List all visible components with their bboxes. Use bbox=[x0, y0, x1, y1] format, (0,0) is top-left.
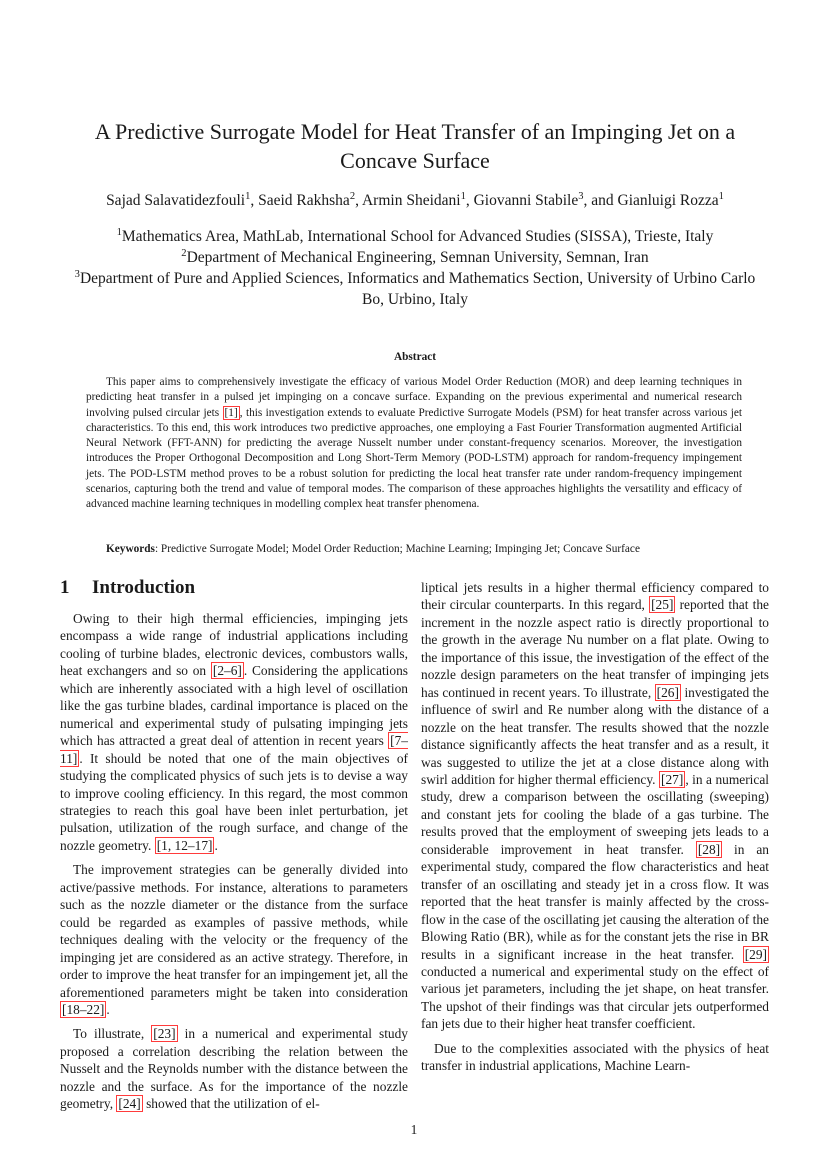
text-run: conducted a numerical and experimental study on the effect of various jet parameters, including the jet shape, on heat transfer. The upshot of their findings was that circular jets outperformed fan jets due to their higher heat transfer coefficient. bbox=[421, 963, 769, 1032]
author-affiliation-mark: 3 bbox=[578, 191, 584, 203]
text-run: , in a numerical study, drew a comparison between the oscillating (sweeping) and constant jets for cooling the blade of a gas turbine. The results proved that the employment of sweeping jets leads to a considerable improvement in heat transfer. bbox=[421, 771, 769, 857]
citation-link[interactable]: [7–11] bbox=[60, 733, 408, 766]
text-run: reported that the increment in the nozzle aspect ratio is directly proportional to the growth in the average Nu number on a flat plate. Owing to the importance of this issue, the investigation of the effect of the nozzle design parameters on the heat transfer of impinging jets has continued in recent years. To illustrate, bbox=[421, 597, 769, 700]
affiliation bbox=[62, 226, 768, 247]
citation-link[interactable]: [1, 12–17] bbox=[156, 837, 213, 853]
author-name: Armin Sheidani bbox=[361, 192, 461, 209]
affiliation-list bbox=[62, 226, 768, 310]
text-run: The improvement strategies can be generally divided into active/passive methods. For instance, alterations to parameters such as the nozzle diameter or the distance from the surface could be regarded as examples of passive methods, while techniques dealing with the velocity or the frequency of the impinging jet are considered as an active strategy. Therefore, in order to improve the heat transfer for an impingement jet, all the aforementioned parameters might be taken into consideration bbox=[60, 862, 408, 1000]
citation-link[interactable]: [26] bbox=[656, 684, 679, 700]
author-list bbox=[60, 192, 770, 210]
citation-link[interactable]: [28] bbox=[697, 841, 721, 857]
author-separator: , bbox=[465, 192, 474, 209]
abstract-heading: Abstract bbox=[393, 351, 437, 363]
text-run: . Considering the applications which are inherently associated with a high level of oscillation like the gas turbine blades, cardinal importance is placed on the numerical and experimental study of pulsating impinging jets which has attracted a great deal of attention in recent years bbox=[60, 663, 408, 749]
citation-link[interactable]: [29] bbox=[744, 946, 767, 962]
abstract-text-run: , this investigation extends to evaluate Predictive Surrogate Models (PSM) for heat transfer across various jet characteristics. To this end, this work introduces two predictive approaches, one employing a Fast Fourier Transformation augmented Artificial Neural Network (FFT-ANN) for predicting the average Nusselt number under constant-frequency scenarios. Moreover, the investigation introduces the Proper Orthogonal Decomposition and Long Short-Term Memory (POD-LSTM) approach for random-frequency impingement jets. The POD-LSTM method proves to be a robust solution for predicting the local heat transfer rate under random-frequency impingement scenarios, capturing both the trend and value of temporal modes. The comparison of these approaches highlights the versatility and efficacy of advanced machine learning techniques in modelling complex heat transfer phenomena. bbox=[86, 406, 742, 511]
paragraph bbox=[60, 610, 408, 854]
citation-link[interactable]: [25] bbox=[651, 597, 674, 613]
keywords-text: : Predictive Surrogate Model; Model Order Reduction; Machine Learning; Impinging Jet; Concave Surface bbox=[154, 543, 640, 555]
affiliation-mark: 2 bbox=[181, 248, 187, 260]
author-name: Gianluigi Rozza bbox=[617, 192, 719, 209]
arxiv-watermark bbox=[14, 340, 54, 865]
text-run: showed that the utilization of el- bbox=[142, 1096, 320, 1112]
text-run: To illustrate, bbox=[73, 1026, 152, 1042]
author-affiliation-mark: 1 bbox=[245, 191, 251, 203]
text-run: liptical jets results in a higher thermal efficiency compared to their circular counterparts. In this regard, bbox=[421, 580, 769, 613]
citation-link[interactable]: [1] bbox=[224, 406, 238, 419]
author-separator: , bbox=[355, 192, 362, 209]
citation-link[interactable]: [2–6] bbox=[212, 663, 242, 679]
author-separator: , and bbox=[583, 192, 618, 209]
citation-link[interactable]: [18–22] bbox=[62, 1001, 105, 1017]
abstract-text-run: This paper aims to comprehensively investigate the efficacy of various Model Order Reduction (MOR) and deep learning techniques in predicting heat transfer in a pulsed jet impinging on a concave surface. Expanding on the previous experimental and numerical research involving pulsed circular jets bbox=[86, 376, 742, 419]
author-affiliation-mark: 1 bbox=[718, 191, 724, 203]
paragraph bbox=[60, 1025, 408, 1112]
author-name: Saeid Rakhsha bbox=[258, 192, 350, 209]
left-column bbox=[60, 577, 408, 1113]
affiliation-text: Mathematics Area, MathLab, International School for Advanced Studies (SISSA), Trieste, Italy bbox=[121, 228, 714, 245]
left-paragraphs bbox=[60, 610, 408, 1113]
affiliation-mark: 3 bbox=[74, 269, 80, 281]
author-affiliation-mark: 2 bbox=[349, 191, 356, 203]
affiliation-text: Department of Mechanical Engineering, Semnan University, Semnan, Iran bbox=[186, 249, 649, 266]
section-number: 1 bbox=[60, 577, 70, 598]
text-run: . bbox=[214, 837, 218, 853]
text-run: . bbox=[106, 1001, 110, 1017]
affiliation-text: Department of Pure and Applied Sciences, Informatics and Mathematics Section, University of Urbino Carlo Bo, Urbino, Italy bbox=[79, 270, 756, 308]
keywords bbox=[86, 542, 742, 557]
paper-title: A Predictive Surrogate Model for Heat Transfer of an Impinging Jet on a Concave Surface bbox=[94, 119, 736, 173]
right-paragraphs bbox=[421, 579, 769, 1075]
affiliation bbox=[62, 268, 768, 310]
citation-link[interactable]: [24] bbox=[118, 1096, 141, 1112]
text-run: . It should be noted that one of the main objectives of studying the complicated physics of such jets is to devise a way to improve cooling efficiency. In this regard, the most common strategies to reach this goal have been inlet perturbation, jet pulsation, utilization of the rough surface, and change of the nozzle geometry. bbox=[60, 750, 408, 853]
page-number: 1 bbox=[410, 1122, 418, 1137]
paragraph bbox=[60, 861, 408, 1018]
author-affiliation-mark: 1 bbox=[460, 191, 466, 203]
section-heading bbox=[60, 577, 408, 599]
author-name: Giovanni Stabile bbox=[473, 192, 579, 209]
affiliation-mark: 1 bbox=[116, 227, 122, 239]
author-name: Sajad Salavatidezfouli bbox=[106, 192, 246, 209]
author-separator: , bbox=[250, 192, 259, 209]
paragraph bbox=[421, 579, 769, 1033]
keywords-label: Keywords bbox=[106, 543, 155, 555]
citation-link[interactable]: [27] bbox=[661, 771, 684, 787]
affiliation bbox=[62, 247, 768, 268]
paragraph bbox=[421, 1040, 769, 1075]
abstract-text bbox=[86, 375, 742, 513]
text-run: in an experimental study, compared the flow characteristics and heat transfer of an oscillating and steady jet in a cross flow. It was reported that the heat transfer is mainly affected by the cross-flow in the case of the oscillating jet causing the alteration of the Blowing Ratio (BR), while as for the constant jets the rise in BR results in a significant increase in the heat transfer. bbox=[421, 841, 769, 962]
text-run: in a numerical and experimental study proposed a correlation describing the relation between the Nusselt and the Reynolds number with the distance between the nozzle and the surface. As for the importance of the nozzle geometry, bbox=[60, 1026, 408, 1112]
text-run: investigated the influence of swirl and Re number along with the distance of a nozzle on the heat transfer. The results showed that the nozzle distance significantly affects the heat transfer and as a result, it was suggested to utilize the jet at a close distance along with swirl addition for higher thermal efficiency. bbox=[421, 684, 769, 787]
text-run: Owing to their high thermal efficiencies, impinging jets encompass a wide range of industrial applications including cooling of turbine blades, electronic devices, combustors walls, heat exchangers and so on bbox=[60, 611, 408, 679]
right-column bbox=[421, 579, 769, 1075]
citation-link[interactable]: [23] bbox=[153, 1026, 176, 1042]
text-run: Due to the complexities associated with the physics of heat transfer in industrial applications, Machine Learn- bbox=[421, 1040, 769, 1074]
section-title: Introduction bbox=[92, 577, 196, 598]
